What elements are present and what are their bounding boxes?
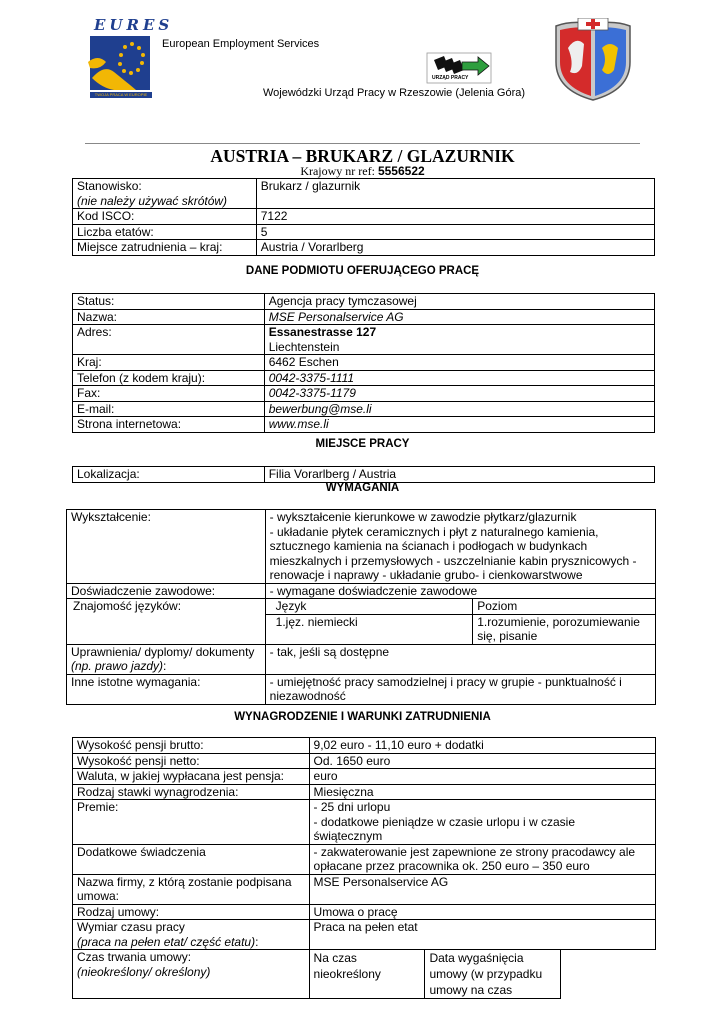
jezyk-value: 1.jęz. niemiecki <box>265 614 473 644</box>
wyksztalcenie-line2: - układanie płytek ceramicznych i płyt z naturalnego kamienia, sztucznego kamienia na ścianach i podłogach w budynkach mieszkalnych i przemysłowych - uszczelnianie kabin prysznicowych - renowacje i naprawy - układanie grubo- i cienkowarstwowe <box>269 524 637 582</box>
workplace-table <box>72 466 655 483</box>
czas-label: Czas trwania umowy: <box>77 950 192 964</box>
table-row <box>67 583 656 599</box>
brutto-value: 9,02 euro - 11,10 euro + dodatki <box>309 738 655 754</box>
office-name: Wojewódzki Urząd Pracy w Rzeszowie (Jelenia Góra) <box>263 87 526 99</box>
adres-label: Adres: <box>73 325 265 355</box>
table-row <box>67 599 656 615</box>
umowa-label: Rodzaj umowy: <box>73 904 310 920</box>
table-row <box>73 417 655 433</box>
fax-label: Fax: <box>73 386 265 402</box>
uprawnienia-label: Uprawnienia/ dyplomy/ dokumenty <box>71 644 255 659</box>
salary-table <box>72 737 656 999</box>
uprawnienia-value: - tak, jeśli są dostępne <box>265 644 655 674</box>
adres-line2: Liechtenstein <box>268 339 340 354</box>
table-row <box>73 325 655 355</box>
www-label: Strona internetowa: <box>73 417 265 433</box>
www-value[interactable]: www.mse.li <box>264 417 654 433</box>
salary-heading: WYNAGRODZENIE I WARUNKI ZATRUDNIENIA <box>234 711 491 723</box>
table-row <box>73 467 655 483</box>
table-row <box>73 240 655 256</box>
firma-value: MSE Personalservice AG <box>309 874 655 904</box>
ref-value: 5556522 <box>377 164 425 178</box>
stanowisko-value: Brukarz / glazurnik <box>256 179 654 209</box>
eures-tagline: TWOJA PRACA W EUROPIE <box>90 92 152 98</box>
czas-note: (nieokreślony/ określony) <box>77 964 211 979</box>
wymiar-label: Wymiar czasu pracy <box>77 920 185 934</box>
eures-logo <box>84 14 174 100</box>
table-row <box>73 874 656 904</box>
netto-label: Wysokość pensji netto: <box>73 753 310 769</box>
netto-value: Od. 1650 euro <box>309 753 655 769</box>
stawka-value: Miesięczna <box>309 784 655 800</box>
table-row <box>73 844 656 874</box>
wyksztalcenie-line1: - wykształcenie kierunkowe w zawodzie płytkarz/glazurnik <box>269 510 577 524</box>
table-row <box>73 309 655 325</box>
doswiadczenie-label: Doświadczenie zawodowe: <box>67 583 266 599</box>
umowa-value: Umowa o pracę <box>309 904 655 920</box>
premie-label: Premie: <box>73 800 310 845</box>
requirements-heading: WYMAGANIA <box>325 482 400 494</box>
nazwa-value: MSE Personalservice AG <box>264 309 654 325</box>
poziom-value: 1.rozumienie, porozumiewanie się, pisanie <box>473 614 656 644</box>
eures-wordmark: EURES <box>94 16 174 34</box>
table-row <box>73 179 655 209</box>
up-logo-text: URZĄD PRACY <box>432 75 469 81</box>
data-wygasniecia: Data wygaśnięcia umowy (w przypadku umowy na czas <box>425 950 561 999</box>
isco-label: Kod ISCO: <box>73 209 257 225</box>
table-row <box>73 753 656 769</box>
etaty-label: Liczba etatów: <box>73 224 257 240</box>
podkarpackie-crest <box>552 18 634 102</box>
status-value: Agencja pracy tymczasowej <box>264 294 654 310</box>
up-logo <box>426 52 492 84</box>
premie-line2: - dodatkowe pieniądze w czasie urlopu i w czasie świątecznym <box>313 814 575 843</box>
etaty-value: 5 <box>256 224 654 240</box>
table-row <box>73 224 655 240</box>
telefon-value: 0042-3375-1111 <box>264 370 654 386</box>
employer-heading: DANE PODMIOTU OFERUJĄCEGO PRACĘ <box>245 265 480 277</box>
inne-label: Inne istotne wymagania: <box>67 674 266 704</box>
nazwa-label: Nazwa: <box>73 309 265 325</box>
stawka-label: Rodzaj stawki wynagrodzenia: <box>73 784 310 800</box>
waluta-value: euro <box>309 769 655 785</box>
miejsce-value: Austria / Vorarlberg <box>256 240 654 256</box>
position-table <box>72 178 655 256</box>
kraj-value: 6462 Eschen <box>264 355 654 371</box>
table-row <box>73 904 656 920</box>
lokalizacja-label: Lokalizacja: <box>73 467 265 483</box>
poziom-header: Poziom <box>473 599 656 615</box>
wymiar-note: (praca na pełen etat/ część etatu) <box>77 934 256 949</box>
table-row <box>73 355 655 371</box>
page-title: AUSTRIA – BRUKARZ / GLAZURNIK <box>210 146 515 166</box>
table-row <box>73 738 656 754</box>
miejsce-label: Miejsce zatrudnienia – kraj: <box>73 240 257 256</box>
reference-number <box>0 164 725 179</box>
employer-table <box>72 293 655 433</box>
uprawnienia-colon: : <box>163 659 167 673</box>
brutto-label: Wysokość pensji brutto: <box>73 738 310 754</box>
table-row <box>73 784 656 800</box>
table-row <box>73 370 655 386</box>
kraj-label: Kraj: <box>73 355 265 371</box>
table-row <box>73 401 655 417</box>
uprawnienia-note: (np. prawo jazdy) <box>71 659 164 673</box>
workplace-heading: MIEJSCE PRACY <box>315 438 410 450</box>
inne-value: - umiejętność pracy samodzielnej i pracy w grupie - punktualność i niezawodność <box>265 674 655 704</box>
jezyk-header: Język <box>265 599 473 615</box>
ref-label: Krajowy nr ref: <box>300 164 375 178</box>
fax-value: 0042-3375-1179 <box>264 386 654 402</box>
table-row <box>73 800 656 845</box>
table-row <box>73 294 655 310</box>
email-value[interactable]: bewerbung@mse.li <box>264 401 654 417</box>
table-row <box>67 510 656 584</box>
table-row <box>73 950 656 999</box>
table-row <box>67 674 656 704</box>
table-row <box>73 209 655 225</box>
table-row <box>73 386 655 402</box>
wyksztalcenie-label: Wykształcenie: <box>67 510 266 584</box>
requirements-table <box>66 509 656 705</box>
table-row <box>73 920 656 950</box>
waluta-label: Waluta, w jakiej wypłacana jest pensja: <box>73 769 310 785</box>
crest-icon <box>552 18 634 102</box>
telefon-label: Telefon (z kodem kraju): <box>73 370 265 386</box>
firma-label: Nazwa firmy, z którą zostanie podpisana umowa: <box>73 874 310 904</box>
jezyki-label: Znajomość języków: <box>67 599 266 645</box>
wymiar-value: Praca na pełen etat <box>309 920 655 950</box>
czas-value: Na czas nieokreślony <box>309 950 425 999</box>
eures-subtitle: European Employment Services <box>162 38 320 50</box>
stanowisko-label: Stanowisko: <box>77 179 142 193</box>
wymiar-colon: : <box>255 934 259 949</box>
dodatkowe-label: Dodatkowe świadczenia <box>73 844 310 874</box>
dodatkowe-value: - zakwaterowanie jest zapewnione ze strony pracodawcy ale opłacane przez pracownika ok. 250 euro – 350 euro <box>309 844 655 874</box>
table-row <box>67 644 656 674</box>
header-divider <box>85 143 640 144</box>
status-label: Status: <box>73 294 265 310</box>
doswiadczenie-value: - wymagane doświadczenie zawodowe <box>265 583 655 599</box>
email-label: E-mail: <box>73 401 265 417</box>
isco-value: 7122 <box>256 209 654 225</box>
stanowisko-note: (nie należy używać skrótów) <box>77 193 228 208</box>
premie-line1: - 25 dni urlopu <box>313 800 391 814</box>
table-row <box>73 769 656 785</box>
empty-cell <box>561 950 656 999</box>
lokalizacja-value: Filia Vorarlberg / Austria <box>264 467 654 483</box>
adres-line1: Essanestrasse 127 <box>268 325 377 339</box>
